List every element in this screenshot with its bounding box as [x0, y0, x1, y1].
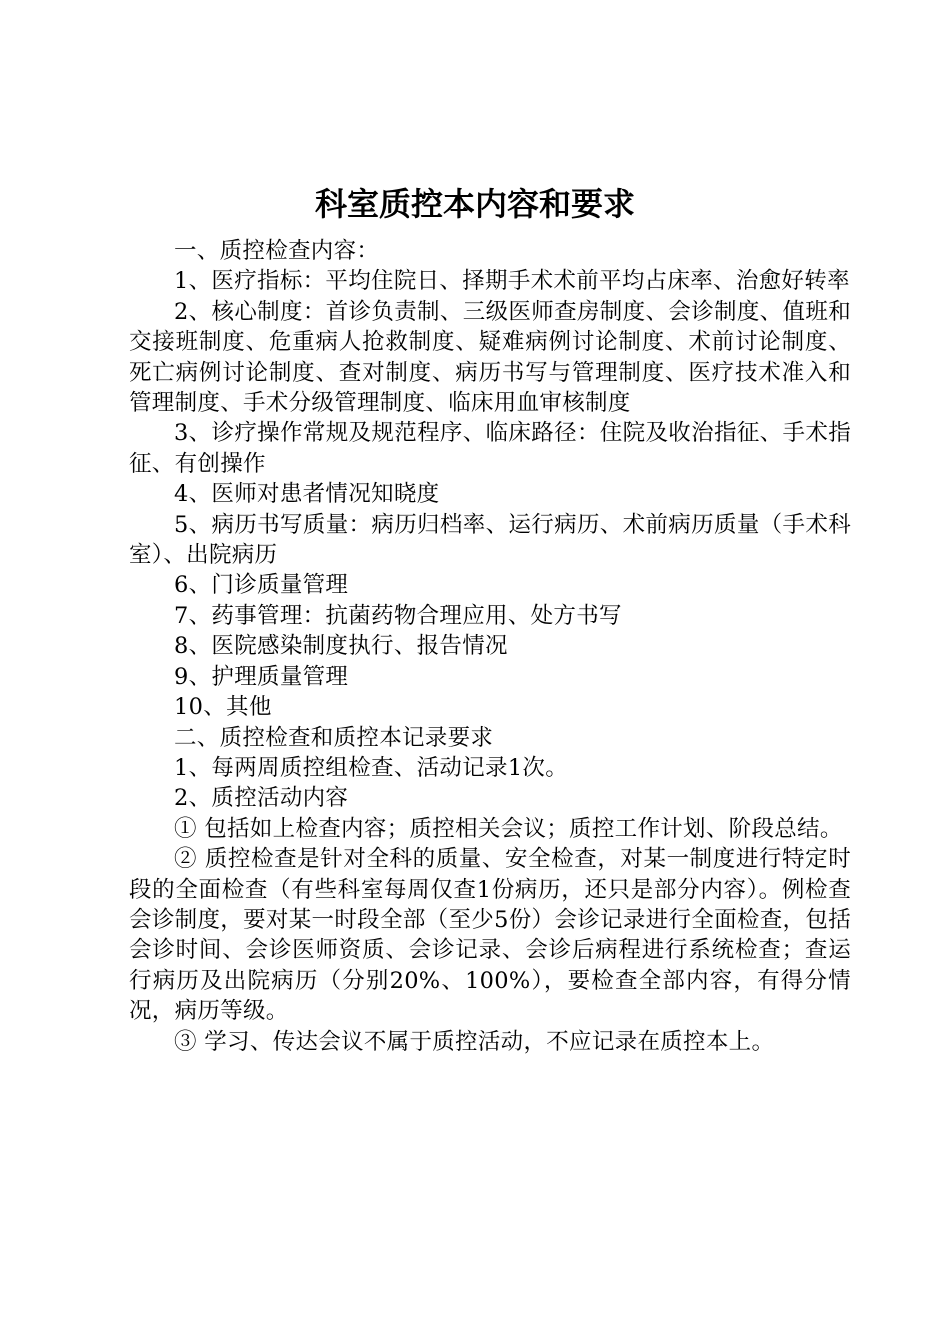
paragraph-item-3: 3、诊疗操作常规及规范程序、临床路径：住院及收治指征、手术指征、有创操作 — [129, 420, 851, 477]
paragraph-item-6: 6、门诊质量管理 — [174, 572, 349, 599]
paragraph-item-7: 7、药事管理：抗菌药物合理应用、处方书写 — [174, 602, 622, 629]
section-heading-1: 一、质控检查内容： — [174, 238, 380, 264]
requirement-item-1: 1、每两周质控组检查、活动记录1次。 — [174, 754, 569, 781]
section-heading-2: 二、质控检查和质控本记录要求 — [174, 724, 494, 751]
paragraph-item-1: 1、医疗指标：平均住院日、择期手术术前平均占床率、治愈好转率 — [174, 268, 850, 295]
paragraph-item-8: 8、医院感染制度执行、报告情况 — [174, 633, 508, 660]
activity-item-2: ② 质控检查是针对全科的质量、安全检查，对某一制度进行特定时段的全面检查（有些科室每周仅查1份病历，还只是部分内容）。例检查会诊制度，要对某一时段全部（至少5份）会诊记录进行全面检查，包括会诊时间、会诊医师资质、会诊记录、会诊后病程进行系统检查；查运行病历及出院病历（分别20%、100%），要检查全部内容，有得分情况，病历等级。 — [129, 846, 851, 1025]
paragraph-item-4: 4、医师对患者情况知晓度 — [174, 481, 440, 508]
paragraph-item-10: 10、其他 — [174, 694, 272, 721]
paragraph-item-5: 5、病历书写质量：病历归档率、运行病历、术前病历质量（手术科室）、出院病历 — [129, 511, 851, 569]
document-body — [129, 236, 851, 1057]
paragraph-item-9: 9、护理质量管理 — [174, 663, 349, 690]
activity-item-1: ① 包括如上检查内容；质控相关会议；质控工作计划、阶段总结。 — [174, 815, 843, 842]
requirement-item-2: 2、质控活动内容 — [174, 785, 349, 812]
activity-item-3: ③ 学习、传达会议不属于质控活动，不应记录在质控本上。 — [174, 1028, 775, 1055]
paragraph-item-2: 2、核心制度：首诊负责制、三级医师查房制度、会诊制度、值班和交接班制度、危重病人抢救制度、疑难病例讨论制度、术前讨论制度、死亡病例讨论制度、查对制度、病历书写与管理制度、医疗技术准入和管理制度、手术分级管理制度、临床用血审核制度 — [129, 298, 851, 417]
document-title: 科室质控本内容和要求 — [314, 185, 635, 223]
